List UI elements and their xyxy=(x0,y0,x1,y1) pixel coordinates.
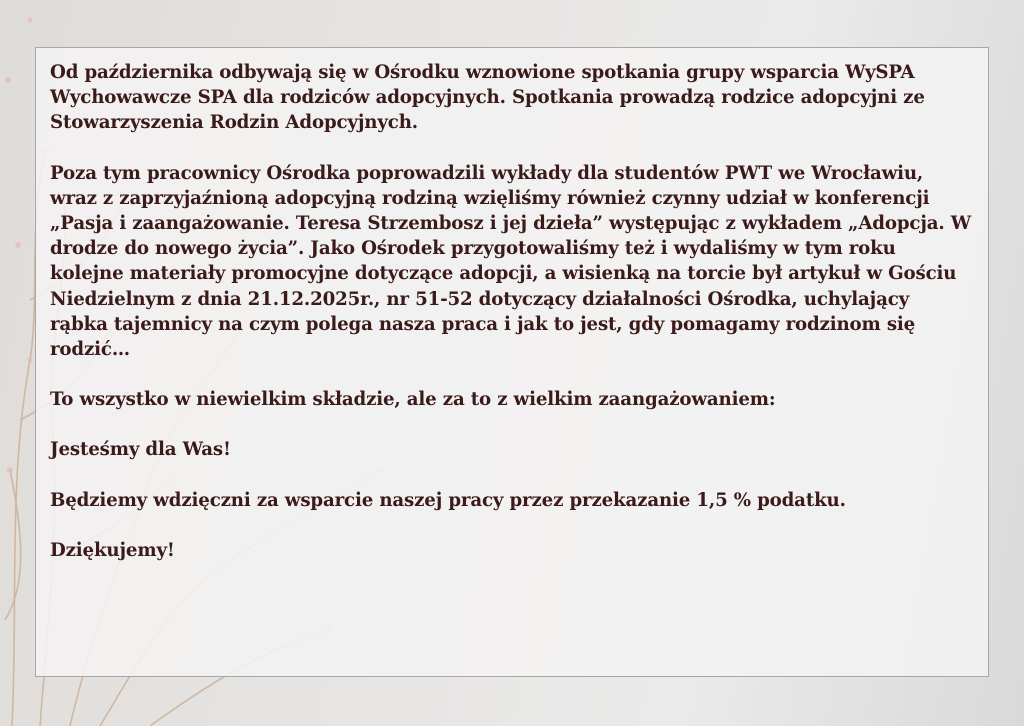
paragraph-commitment: To wszystko w niewielkim składzie, ale za to z wielkim zaangażowaniem: xyxy=(50,389,776,411)
paragraph-support-group: Od października odbywają się w Ośrodku wznowione spotkania grupy wsparcia WySPA Wychowawcze SPA dla rodziców adopcyjnych. Spotkania prowadzą rodzice adopcyjni ze Stowarzyszenia Rodzin Adopcyjnych. xyxy=(50,62,925,134)
text-card xyxy=(35,47,989,677)
paragraph-activities: Poza tym pracownicy Ośrodka poprowadzili wykłady dla studentów PWT we Wrocławiu, wraz z zaprzyjaźnioną adopcyjną rodziną wzięliśmy również czynny udział w konferencji „Pasja i zaangażowanie. Teresa Strzembosz i jej dzieła” występując z wykładem „Adopcja. W drodze do nowego życia”. Jako Ośrodek przygotowaliśmy też i wydaliśmy w tym roku kolejne materiały promocyjne dotyczące adopcji, a wisienką na torcie był artykuł w Gościu Niedzielnym z dnia 21.12.2025r., nr 51-52 dotyczący działalności Ośrodka, uchylający rąbka tajemnicy na czym polega nasza praca i jak to jest, gdy pomagamy rodzinom się rodzić… xyxy=(50,162,972,361)
paragraph-thank-you: Dziękujemy! xyxy=(50,539,175,561)
paragraph-tax-request: Będziemy wdzięczni za wsparcie naszej pracy przez przekazanie 1,5 % podatku. xyxy=(50,489,846,511)
paragraph-we-are-here: Jesteśmy dla Was! xyxy=(50,439,231,461)
